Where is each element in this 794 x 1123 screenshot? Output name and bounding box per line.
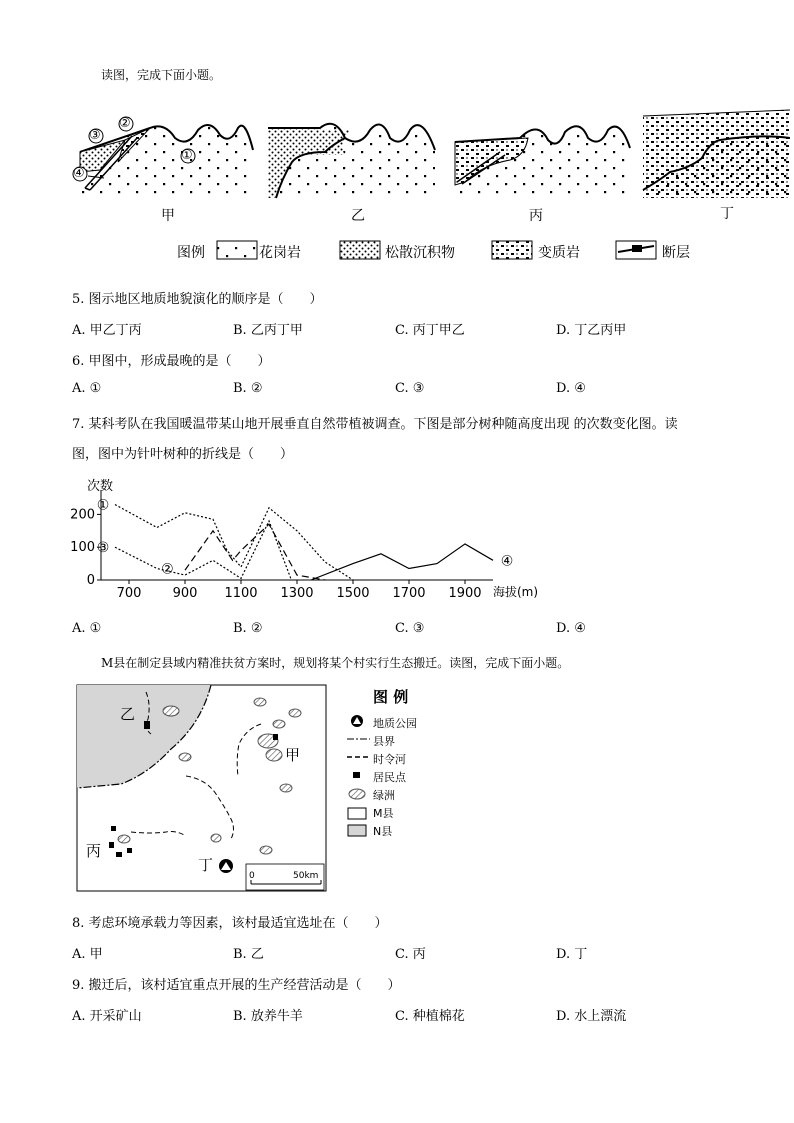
x-tick-label: 1300 bbox=[280, 586, 314, 601]
oasis bbox=[266, 749, 282, 761]
y-tick-label: 0 bbox=[86, 573, 95, 588]
intro-text-1: 读图，完成下面小题。 bbox=[101, 68, 222, 82]
q9-stem: 9. 搬迁后，该村适宜重点开展的生产经营活动是（ ） bbox=[72, 978, 401, 993]
y-tick-label: 100 bbox=[70, 540, 95, 556]
q8-option-c[interactable]: C. 丙 bbox=[395, 947, 426, 962]
altitude-chart bbox=[70, 472, 550, 607]
legend-m-county: M县 bbox=[373, 807, 394, 820]
q5-option-b[interactable]: B. 乙丙丁甲 bbox=[233, 323, 303, 338]
chart-ylabel: 次数 bbox=[87, 479, 114, 494]
oasis bbox=[280, 784, 292, 792]
settlement bbox=[116, 852, 122, 857]
panel-bing bbox=[455, 126, 630, 198]
map-legend-title: 图 例 bbox=[373, 688, 409, 706]
x-tick-label: 700 bbox=[116, 586, 142, 601]
geo-legend-sediment: 松散沉积物 bbox=[385, 245, 455, 261]
oasis bbox=[260, 846, 272, 854]
q6-option-b[interactable]: B. ② bbox=[233, 381, 263, 396]
panel-label-yi: 乙 bbox=[351, 208, 365, 224]
scale-label: 50km bbox=[293, 871, 319, 881]
settlement bbox=[144, 721, 150, 729]
series-line-3 bbox=[115, 521, 291, 580]
q5-option-c[interactable]: C. 丙丁甲乙 bbox=[395, 323, 465, 338]
q8-option-d[interactable]: D. 丁 bbox=[556, 947, 588, 962]
q8-stem: 8. 考虑环境承载力等因素，该村最适宜选址在（ ） bbox=[72, 916, 388, 931]
map-label-bing: 丙 bbox=[86, 842, 102, 860]
geo-legend-fault: 断层 bbox=[662, 245, 690, 261]
q5-option-a[interactable]: A. 甲乙丁丙 bbox=[72, 323, 142, 338]
oasis bbox=[211, 834, 221, 842]
marker-4: ④ bbox=[73, 166, 85, 181]
marker-3: ③ bbox=[89, 128, 101, 143]
series-line-2 bbox=[185, 524, 325, 580]
marker-2: ② bbox=[119, 116, 131, 131]
intro-text-2: M县在制定县域内精准扶贫方案时，规划将某个村实行生态搬迁。读图，完成下面小题。 bbox=[101, 656, 570, 670]
legend-county-border: 县界 bbox=[373, 735, 395, 748]
x-tick-label: 1700 bbox=[392, 586, 426, 601]
oasis bbox=[289, 709, 301, 717]
marker-1: ① bbox=[181, 148, 193, 163]
settlement bbox=[111, 826, 116, 831]
oasis bbox=[163, 706, 179, 716]
legend-seasonal-river: 时令河 bbox=[373, 753, 406, 766]
panel-yi bbox=[268, 124, 435, 198]
map-label-ding: 丁 bbox=[198, 856, 214, 874]
legend-geopark: 地质公园 bbox=[373, 717, 417, 730]
x-tick-label: 900 bbox=[172, 586, 198, 601]
q9-option-c[interactable]: C. 种植棉花 bbox=[395, 1009, 465, 1024]
q7-stem-line2: 图，图中为针叶树种的折线是（ ） bbox=[72, 447, 294, 462]
series-label-3: ③ bbox=[96, 540, 110, 557]
q6-option-a[interactable]: A. ① bbox=[72, 381, 102, 396]
geo-legend-granite: 花岗岩 bbox=[259, 245, 301, 261]
panel-ding bbox=[643, 110, 790, 198]
q8-option-b[interactable]: B. 乙 bbox=[233, 947, 264, 962]
q7-option-d[interactable]: D. ④ bbox=[556, 621, 586, 636]
settlement bbox=[127, 848, 132, 853]
q9-option-d[interactable]: D. 水上漂流 bbox=[556, 1009, 627, 1024]
y-tick-label: 200 bbox=[70, 507, 95, 523]
settlement bbox=[273, 734, 278, 740]
q7-option-a[interactable]: A. ① bbox=[72, 621, 102, 636]
chart-xlabel: 海拔(m) bbox=[493, 585, 539, 599]
q8-option-a[interactable]: A. 甲 bbox=[72, 947, 103, 962]
map-label-yi: 乙 bbox=[120, 705, 136, 723]
oasis bbox=[118, 835, 130, 843]
q9-option-b[interactable]: B. 放养牛羊 bbox=[233, 1009, 303, 1024]
panel-label-jia: 甲 bbox=[161, 208, 175, 224]
oasis bbox=[179, 753, 191, 761]
q6-option-c[interactable]: C. ③ bbox=[395, 381, 425, 396]
series-label-2: ② bbox=[161, 561, 174, 578]
scale-zero: 0 bbox=[249, 871, 255, 881]
legend-settlement: 居民点 bbox=[373, 771, 406, 784]
q7-option-c[interactable]: C. ③ bbox=[395, 621, 425, 636]
geo-legend-title: 图例 bbox=[177, 245, 205, 261]
legend-oasis: 绿洲 bbox=[373, 789, 395, 802]
series-label-1: ① bbox=[96, 497, 110, 514]
panel-label-bing: 丙 bbox=[529, 208, 543, 224]
series-label-4: ④ bbox=[500, 553, 514, 570]
q6-stem: 6. 甲图中，形成最晚的是（ ） bbox=[72, 354, 271, 369]
series-line-4 bbox=[311, 544, 493, 580]
q6-option-d[interactable]: D. ④ bbox=[556, 381, 586, 396]
q5-option-d[interactable]: D. 丁乙丙甲 bbox=[556, 323, 627, 338]
settlement bbox=[109, 842, 114, 848]
geo-legend-metamorphic: 变质岩 bbox=[538, 245, 580, 261]
q9-option-a[interactable]: A. 开采矿山 bbox=[72, 1009, 142, 1024]
q7-stem: 7. 某科考队在我国暖温带某山地开展垂直自然带植被调查。下图是部分树种随高度出现 的次数变化图。读 bbox=[72, 417, 678, 432]
x-tick-label: 1500 bbox=[336, 586, 370, 601]
map-label-jia: 甲 bbox=[285, 746, 301, 764]
q5-stem: 5. 图示地区地质地貌演化的顺序是（ ） bbox=[72, 292, 323, 307]
x-tick-label: 1900 bbox=[448, 586, 482, 601]
oasis bbox=[273, 720, 285, 728]
legend-n-county: N县 bbox=[373, 825, 393, 838]
oasis bbox=[254, 698, 266, 706]
panel-label-ding: 丁 bbox=[720, 206, 734, 222]
q7-option-b[interactable]: B. ② bbox=[233, 621, 263, 636]
x-tick-label: 1100 bbox=[224, 586, 258, 601]
series-line-1 bbox=[115, 505, 353, 580]
